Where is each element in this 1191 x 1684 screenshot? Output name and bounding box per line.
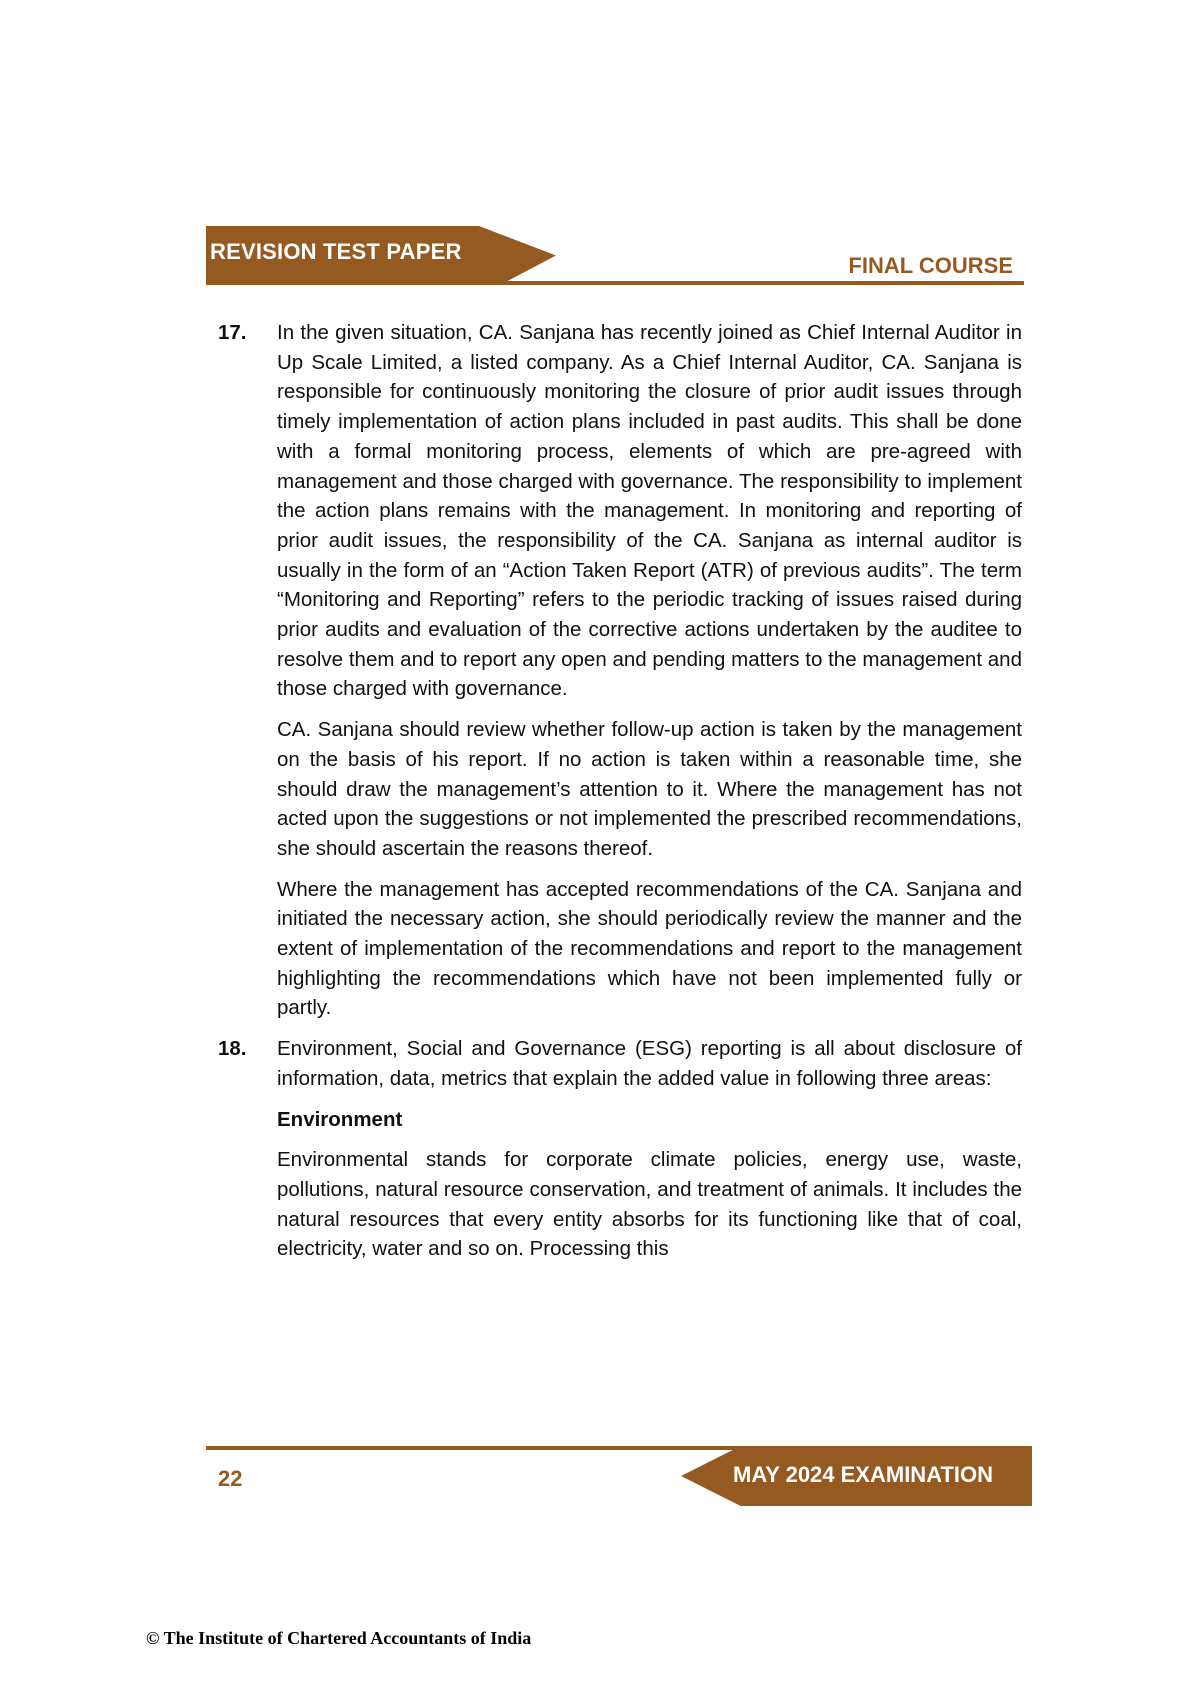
question-answer xyxy=(277,1034,1022,1275)
question-number: 18. xyxy=(218,1037,247,1061)
answer-paragraph: Where the management has accepted recommendations of the CA. Sanjana and initiated the necessary action, she should periodically review the manner and the extent of implementation of the recommendations and report to the management highlighting the recommendations which have not been implemented fully or partly. xyxy=(277,877,1022,1020)
course-label: FINAL COURSE xyxy=(848,253,1013,278)
copyright-notice: © The Institute of Chartered Accountants of India xyxy=(146,1628,532,1648)
header-title: REVISION TEST PAPER xyxy=(210,239,462,264)
question-17 xyxy=(218,318,1022,1034)
answer-paragraph: In the given situation, CA. Sanjana has recently joined as Chief Internal Auditor in Up Scale Limited, a listed company. As a Chief Internal Auditor, CA. Sanjana is responsible for continuously monitoring the closure of prior audit issues through timely implementation of action plans included in past audits. This shall be done with a formal monitoring process, elements of which are pre-agreed with management and those charged with governance. The responsibility to implement the action plans remains with the management. In monitoring and reporting of prior audit issues, the responsibility of the CA. Sanjana as internal auditor is usually in the form of an “Action Taken Report (ATR) of previous audits”. The term “Monitoring and Reporting” refers to the periodic tracking of issues raised during prior audits and evaluation of the corrective actions undertaken by the auditee to resolve them and to report any open and pending matters to the management and those charged with governance. xyxy=(277,321,1022,701)
answer-paragraph: CA. Sanjana should review whether follow-up action is taken by the management on the basis of his report. If no action is taken within a reasonable time, she should draw the management’s attention to it. Where the management has not acted upon the suggestions or not implemented the prescribed recommendations, she should ascertain the reasons thereof. xyxy=(277,718,1022,860)
exam-label: MAY 2024 EXAMINATION xyxy=(733,1462,994,1487)
section-heading: Environment xyxy=(277,1107,403,1131)
page-content xyxy=(218,318,1022,1275)
answer-paragraph: Environment, Social and Governance (ESG) reporting is all about disclosure of information, data, metrics that explain the added value in following three areas: xyxy=(277,1037,1022,1090)
question-number: 17. xyxy=(218,321,247,344)
header-divider xyxy=(206,281,1024,285)
question-18 xyxy=(218,1034,1022,1275)
question-answer xyxy=(277,318,1022,1034)
page-number: 22 xyxy=(218,1466,243,1491)
answer-paragraph: Environmental stands for corporate climate policies, energy use, waste, pollutions, natural resource conservation, and treatment of animals. It includes the natural resources that every entity absorbs for its functioning like that of coal, electricity, water and so on. Processing this xyxy=(277,1148,1022,1261)
